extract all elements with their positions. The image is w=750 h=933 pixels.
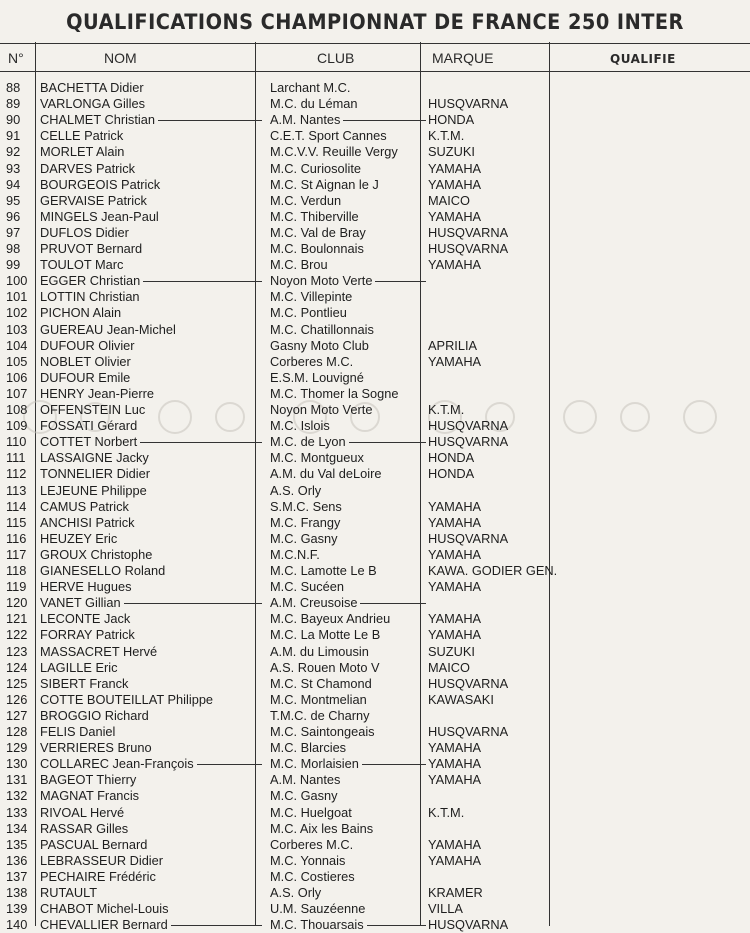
rider-number: 99 xyxy=(6,257,21,273)
rider-name: FOSSATI Gérard xyxy=(40,418,138,434)
rider-brand: VILLA xyxy=(428,901,463,917)
rider-brand: APRILIA xyxy=(428,337,478,353)
rider-club: M.C. Yonnais xyxy=(270,852,346,868)
table-row xyxy=(0,289,750,305)
rider-number: 137 xyxy=(6,868,28,884)
rider-name: CHALMET Christian xyxy=(40,112,155,128)
rider-club: M.C. de Lyon xyxy=(270,434,346,450)
rider-number: 121 xyxy=(6,611,28,627)
rider-number: 140 xyxy=(6,917,28,933)
rider-club: M.C. Montmelian xyxy=(270,691,367,707)
rider-club: M.C. Costieres xyxy=(270,868,355,884)
rider-brand: KAWASAKI xyxy=(428,691,494,707)
rider-club: A.M. du Val deLoire xyxy=(270,466,382,482)
rider-name: LEBRASSEUR Didier xyxy=(40,852,164,868)
rider-number: 135 xyxy=(6,836,28,852)
rider-number: 126 xyxy=(6,691,28,707)
rider-club: A.M. Nantes xyxy=(270,112,341,128)
rider-brand: HUSQVARNA xyxy=(428,724,509,739)
rider-brand: KAWA. GODIER GEN. xyxy=(428,563,558,578)
rider-brand: HUSQVARNA xyxy=(428,434,509,450)
rider-name: BAGEOT Thierry xyxy=(40,772,137,788)
rider-number: 127 xyxy=(6,707,28,723)
rider-number: 125 xyxy=(6,675,28,691)
rider-name: GERVAISE Patrick xyxy=(40,192,147,208)
rider-number: 97 xyxy=(6,224,21,240)
rider-number: 93 xyxy=(6,160,21,176)
table-row xyxy=(0,161,750,177)
header-number: N° xyxy=(8,50,24,66)
rider-number: 123 xyxy=(6,643,28,659)
check-mark-line xyxy=(375,281,426,282)
table-row xyxy=(0,177,750,193)
rider-club: M.C. St Aignan le J xyxy=(270,176,379,192)
rider-number: 134 xyxy=(6,820,28,836)
table-row xyxy=(0,579,750,595)
rider-name: RUTAULT xyxy=(40,885,98,900)
rider-club: M.C. Sucéen xyxy=(270,579,344,595)
rider-club: M.C. Thouarsais xyxy=(270,917,364,933)
rider-club: M.C. Islois xyxy=(270,418,330,434)
rider-number: 120 xyxy=(6,595,28,611)
table-row xyxy=(0,483,750,499)
rider-name: COTTE BOUTEILLAT Philippe xyxy=(40,691,214,707)
rider-club: U.M. Sauzéenne xyxy=(270,901,366,917)
rider-number: 133 xyxy=(6,804,28,820)
table-row xyxy=(0,531,750,547)
rider-name: DUFOUR Olivier xyxy=(40,337,135,353)
rider-brand: YAMAHA xyxy=(428,627,482,643)
rider-number: 122 xyxy=(6,627,28,643)
rider-number: 117 xyxy=(6,546,27,562)
rider-brand: MAICO xyxy=(428,659,470,675)
rider-number: 114 xyxy=(6,498,27,514)
table-row xyxy=(0,322,750,338)
rider-brand: YAMAHA xyxy=(428,176,482,192)
check-mark-line xyxy=(197,764,262,765)
rider-name: BROGGIO Richard xyxy=(40,707,149,723)
header-brand: MARQUE xyxy=(432,50,494,66)
rider-club: M.C. Thomer la Sogne xyxy=(270,385,399,401)
rider-number: 124 xyxy=(6,659,28,675)
rider-name: CHEVALLIER Bernard xyxy=(40,917,168,933)
rider-brand: YAMAHA xyxy=(428,208,482,224)
rider-name: GUEREAU Jean-Michel xyxy=(40,321,176,337)
rider-brand: HUSQVARNA xyxy=(428,917,509,933)
rider-brand: YAMAHA xyxy=(428,546,482,562)
rider-brand: YAMAHA xyxy=(428,514,482,530)
check-mark-line xyxy=(362,764,426,765)
rider-brand: HUSQVARNA xyxy=(428,530,509,546)
rider-name: NOBLET Olivier xyxy=(40,353,131,369)
table-row xyxy=(0,257,750,273)
table-row xyxy=(0,241,750,257)
rider-number: 136 xyxy=(6,852,28,868)
rider-number: 128 xyxy=(6,724,28,739)
rider-name: EGGER Christian xyxy=(40,273,141,289)
rider-club: M.C. Brou xyxy=(270,257,328,273)
rider-number: 108 xyxy=(6,402,28,417)
table-row xyxy=(0,499,750,515)
rider-brand: YAMAHA xyxy=(428,852,482,868)
rider-brand: YAMAHA xyxy=(428,836,482,852)
rider-number: 132 xyxy=(6,788,28,804)
table-row xyxy=(0,805,750,821)
rider-name: DUFOUR Emile xyxy=(40,369,131,385)
rider-club: A.M. du Limousin xyxy=(270,643,369,659)
header-qualified: QUALIFIE xyxy=(610,52,676,66)
rider-number: 119 xyxy=(6,579,27,595)
rider-club: M.C. Aix les Bains xyxy=(270,820,374,836)
rider-name: MINGELS Jean-Paul xyxy=(40,208,159,224)
check-mark-line xyxy=(343,120,426,121)
rider-number: 101 xyxy=(6,289,28,305)
rider-name: GROUX Christophe xyxy=(40,546,153,562)
rider-club: A.S. Orly xyxy=(270,482,322,498)
rider-number: 116 xyxy=(6,530,27,546)
header-club: CLUB xyxy=(317,50,355,66)
check-mark-line xyxy=(349,442,426,443)
rider-name: GIANESELLO Roland xyxy=(40,563,166,578)
table-row xyxy=(0,901,750,917)
rider-number: 118 xyxy=(6,563,27,578)
rider-club: M.C. Val de Bray xyxy=(270,224,366,240)
rider-brand: YAMAHA xyxy=(428,772,482,788)
table-top-rule xyxy=(0,43,750,44)
table-row xyxy=(0,338,750,354)
rider-name: VANET Gillian xyxy=(40,595,121,611)
rider-name: MORLET Alain xyxy=(40,144,125,160)
rider-brand: HUSQVARNA xyxy=(428,96,509,112)
rider-brand: YAMAHA xyxy=(428,756,482,772)
table-row xyxy=(0,772,750,788)
table-row xyxy=(0,386,750,402)
rider-brand: HUSQVARNA xyxy=(428,241,509,256)
rider-club: M.C. La Motte Le B xyxy=(270,627,381,643)
rider-number: 112 xyxy=(6,466,27,482)
rider-name: RIVOAL Hervé xyxy=(40,804,125,820)
table-row xyxy=(0,724,750,740)
rider-club: M.C. Curiosolite xyxy=(270,160,362,176)
rider-name: HERVE Hugues xyxy=(40,579,132,595)
rider-club: C.E.T. Sport Cannes xyxy=(270,128,387,144)
check-mark-line xyxy=(140,442,262,443)
table-row xyxy=(0,821,750,837)
rider-name: PASCUAL Bernard xyxy=(40,836,148,852)
rider-brand: YAMAHA xyxy=(428,579,482,595)
table-row xyxy=(0,660,750,676)
rider-number: 91 xyxy=(6,128,21,144)
table-row xyxy=(0,193,750,209)
rider-number: 130 xyxy=(6,756,28,772)
rider-brand: YAMAHA xyxy=(428,257,482,273)
rider-club: A.M. Creusoise xyxy=(270,595,358,611)
rider-brand: YAMAHA xyxy=(428,740,482,756)
rider-number: 105 xyxy=(6,353,28,369)
rider-number: 89 xyxy=(6,96,21,112)
rider-number: 88 xyxy=(6,80,21,95)
rider-club: T.M.C. de Charny xyxy=(270,707,370,723)
rider-name: LOTTIN Christian xyxy=(40,289,140,305)
rider-name: DARVES Patrick xyxy=(40,160,136,176)
table-row xyxy=(0,837,750,853)
rider-club: M.C. Villepinte xyxy=(270,289,353,305)
table-row xyxy=(0,112,750,128)
rider-number: 110 xyxy=(6,434,27,450)
rider-club: Larchant M.C. xyxy=(270,80,351,95)
rider-name: LAGILLE Eric xyxy=(40,659,118,675)
rider-name: CAMUS Patrick xyxy=(40,498,129,514)
rider-name: SIBERT Franck xyxy=(40,675,129,691)
rider-brand: K.T.M. xyxy=(428,402,465,417)
table-row xyxy=(0,595,750,611)
rider-brand: KRAMER xyxy=(428,885,483,900)
table-row xyxy=(0,370,750,386)
table-row xyxy=(0,627,750,643)
rider-brand: HONDA xyxy=(428,450,475,466)
rider-brand: SUZUKI xyxy=(428,144,475,160)
table-row xyxy=(0,273,750,289)
rider-number: 129 xyxy=(6,740,28,756)
rider-number: 95 xyxy=(6,192,21,208)
rider-brand: MAICO xyxy=(428,192,470,208)
rider-name: VARLONGA Gilles xyxy=(40,96,146,112)
rider-number: 138 xyxy=(6,885,28,900)
rider-club: M.C. Gasny xyxy=(270,788,338,804)
rider-club: M.C. Montgueux xyxy=(270,450,364,466)
rider-name: LASSAIGNE Jacky xyxy=(40,450,149,466)
rider-club: Corberes M.C. xyxy=(270,836,354,852)
rider-club: A.S. Rouen Moto V xyxy=(270,659,380,675)
table-row xyxy=(0,869,750,885)
rider-name: ANCHISI Patrick xyxy=(40,514,135,530)
table-row xyxy=(0,917,750,933)
rider-name: PECHAIRE Frédéric xyxy=(40,868,156,884)
rider-number: 111 xyxy=(6,450,26,466)
table-row xyxy=(0,209,750,225)
table-row xyxy=(0,547,750,563)
rider-name: LEJEUNE Philippe xyxy=(40,482,147,498)
table-row xyxy=(0,515,750,531)
rider-name: COTTET Norbert xyxy=(40,434,138,450)
rider-number: 115 xyxy=(6,514,27,530)
sheet-title: QUALIFICATIONS CHAMPIONNAT DE FRANCE 250 INTER xyxy=(66,10,684,34)
rider-number: 113 xyxy=(6,482,27,498)
rider-number: 107 xyxy=(6,385,28,401)
rider-number: 104 xyxy=(6,337,28,353)
rider-club: Corberes M.C. xyxy=(270,353,354,369)
check-mark-line xyxy=(143,281,262,282)
rider-brand: HUSQVARNA xyxy=(428,224,509,240)
rider-name: BACHETTA Didier xyxy=(40,80,144,95)
rider-name: FELIS Daniel xyxy=(40,724,116,739)
rider-brand: HONDA xyxy=(428,112,475,128)
table-row xyxy=(0,676,750,692)
rider-club: M.C. St Chamond xyxy=(270,675,372,691)
rider-name: CHABOT Michel-Louis xyxy=(40,901,169,917)
rider-club: Gasny Moto Club xyxy=(270,337,369,353)
rider-club: M.C. Saintongeais xyxy=(270,724,375,739)
rider-club: M.C. Chatillonnais xyxy=(270,321,374,337)
rider-name: HEUZEY Eric xyxy=(40,530,118,546)
rider-club: S.M.C. Sens xyxy=(270,498,342,514)
rider-number: 90 xyxy=(6,112,21,128)
rider-number: 106 xyxy=(6,369,28,385)
rider-club: M.C. Morlaisien xyxy=(270,756,359,772)
rider-name: PICHON Alain xyxy=(40,305,122,321)
rider-name: RASSAR Gilles xyxy=(40,820,129,836)
rider-club: A.M. Nantes xyxy=(270,772,341,788)
rider-club: M.C. Bayeux Andrieu xyxy=(270,611,391,627)
table-row xyxy=(0,418,750,434)
rider-club: M.C. Lamotte Le B xyxy=(270,563,377,578)
rider-club: A.S. Orly xyxy=(270,885,322,900)
rider-number: 103 xyxy=(6,321,28,337)
rider-name: TONNELIER Didier xyxy=(40,466,150,482)
rider-club: Noyon Moto Verte xyxy=(270,273,373,289)
rider-name: CELLE Patrick xyxy=(40,128,124,144)
check-mark-line xyxy=(124,603,262,604)
table-row xyxy=(0,692,750,708)
header-name: NOM xyxy=(104,50,137,66)
table-row xyxy=(0,96,750,112)
rider-name: MAGNAT Francis xyxy=(40,788,140,804)
rider-name: FORRAY Patrick xyxy=(40,627,135,643)
rider-club: M.C. Boulonnais xyxy=(270,241,364,256)
table-row xyxy=(0,708,750,724)
rider-club: M.C.V.V. Reuille Vergy xyxy=(270,144,398,160)
rider-name: VERRIERES Bruno xyxy=(40,740,152,756)
table-row xyxy=(0,225,750,241)
rider-brand: HONDA xyxy=(428,466,475,482)
table-row xyxy=(0,354,750,370)
rider-brand: HUSQVARNA xyxy=(428,418,509,434)
rider-number: 139 xyxy=(6,901,28,917)
rider-number: 109 xyxy=(6,418,28,434)
rider-name: HENRY Jean-Pierre xyxy=(40,385,155,401)
table-row xyxy=(0,402,750,418)
rider-name: BOURGEOIS Patrick xyxy=(40,176,161,192)
rider-club: M.C. Huelgoat xyxy=(270,804,352,820)
table-row xyxy=(0,80,750,96)
rider-name: PRUVOT Bernard xyxy=(40,241,143,256)
rider-club: M.C. Verdun xyxy=(270,192,342,208)
rider-brand: YAMAHA xyxy=(428,160,482,176)
rider-number: 92 xyxy=(6,144,21,160)
table-row xyxy=(0,611,750,627)
rider-name: LECONTE Jack xyxy=(40,611,131,627)
rider-name: OFFENSTEIN Luc xyxy=(40,402,146,417)
rider-name: MASSACRET Hervé xyxy=(40,643,158,659)
rider-brand: K.T.M. xyxy=(428,804,465,820)
rider-number: 131 xyxy=(6,772,28,788)
rider-brand: HUSQVARNA xyxy=(428,675,509,691)
table-row xyxy=(0,434,750,450)
rider-name: DUFLOS Didier xyxy=(40,224,129,240)
table-row xyxy=(0,450,750,466)
rider-number: 98 xyxy=(6,241,21,256)
table-header-rule xyxy=(0,71,750,72)
table-row xyxy=(0,144,750,160)
table-row xyxy=(0,563,750,579)
table-row xyxy=(0,853,750,869)
rider-club: Noyon Moto Verte xyxy=(270,402,373,417)
table-row xyxy=(0,466,750,482)
rider-number: 100 xyxy=(6,273,28,289)
rider-club: E.S.M. Louvigné xyxy=(270,369,364,385)
rider-club: M.C. Frangy xyxy=(270,514,341,530)
rider-name: COLLAREC Jean-François xyxy=(40,756,194,772)
rider-number: 102 xyxy=(6,305,28,321)
table-row xyxy=(0,788,750,804)
table-row xyxy=(0,756,750,772)
rider-brand: YAMAHA xyxy=(428,498,482,514)
rider-club: M.C.N.F. xyxy=(270,546,320,562)
rider-number: 96 xyxy=(6,208,21,224)
check-mark-line xyxy=(360,603,426,604)
rider-number: 94 xyxy=(6,176,21,192)
rider-name: TOULOT Marc xyxy=(40,257,124,273)
check-mark-line xyxy=(158,120,262,121)
table-row xyxy=(0,740,750,756)
table-row xyxy=(0,644,750,660)
rider-brand: YAMAHA xyxy=(428,353,482,369)
table-row xyxy=(0,885,750,901)
rider-club: M.C. Blarcies xyxy=(270,740,347,756)
rider-club: M.C. Pontlieu xyxy=(270,305,347,321)
rider-brand: K.T.M. xyxy=(428,128,465,144)
rider-club: M.C. Gasny xyxy=(270,530,338,546)
table-row xyxy=(0,128,750,144)
rider-club: M.C. du Léman xyxy=(270,96,358,112)
rider-club: M.C. Thiberville xyxy=(270,208,359,224)
rider-brand: SUZUKI xyxy=(428,643,475,659)
table-row xyxy=(0,305,750,321)
rider-brand: YAMAHA xyxy=(428,611,482,627)
